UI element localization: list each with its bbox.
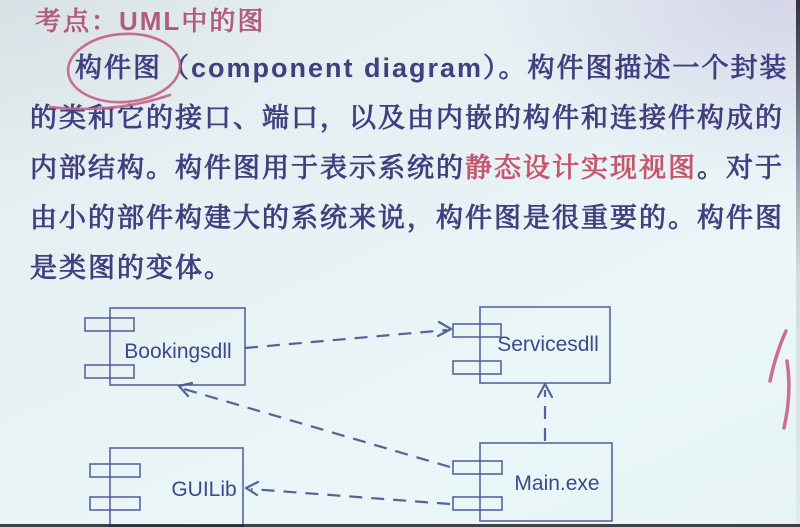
body-text: 内部结构。构件图用于表示系统的 [30,153,465,183]
circled-term: 构件图 [75,53,162,83]
pen-stroke [784,361,789,428]
body-line-4: 由小的部件构建大的系统来说，构件图是很重要的。构件图 [30,203,784,233]
pen-stroke [770,331,786,381]
component-label: Main.exe [514,472,600,495]
body-text: （component diagram）。构件图描述一个封装 [162,53,789,83]
component-label: GUILib [171,478,237,501]
highlighted-term: 静态设计实现视图 [465,153,697,183]
body-line-2: 的类和它的接口、端口，以及由内嵌的构件和连接件构成的 [30,103,784,133]
body-text: 。对于 [697,153,784,183]
circle-stroke [66,30,182,106]
body-line-5: 是类图的变体。 [30,253,233,283]
component-label: Servicesdll [497,333,599,356]
pen-circle-annotation [50,30,182,109]
slide-title: 考点：UML中的图 [35,6,266,36]
pen-tick-annotation [770,331,789,428]
video-right-edge-shadow [796,0,800,527]
component-label: Bookingsdll [124,340,232,363]
